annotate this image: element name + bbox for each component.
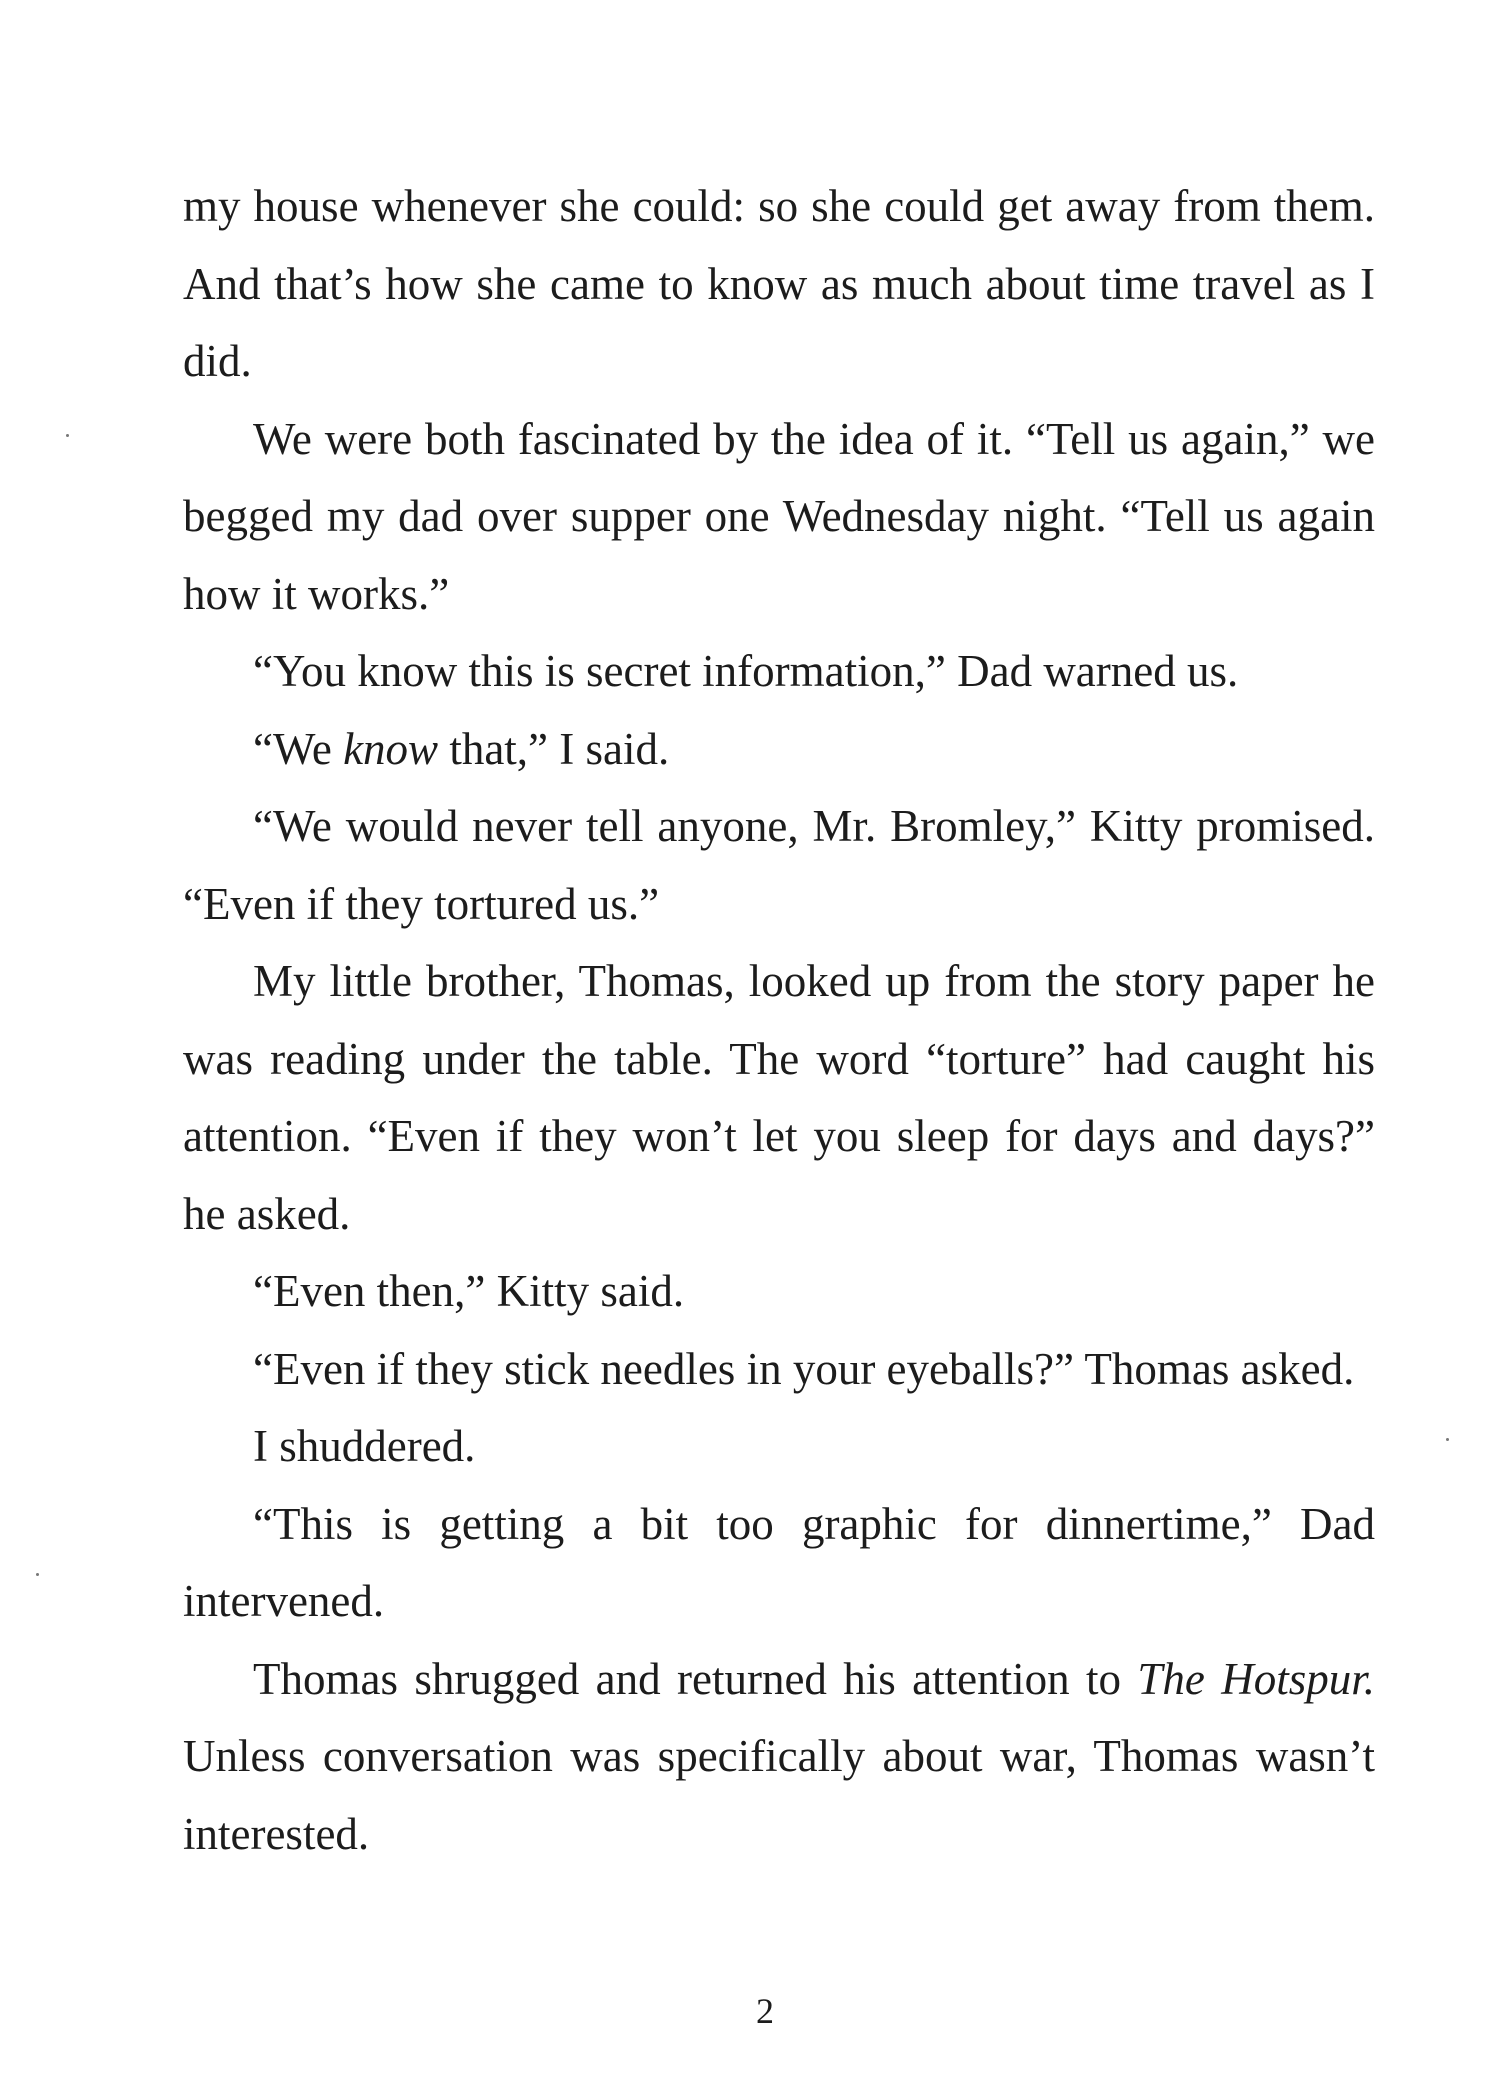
text-segment: I shuddered.: [253, 1421, 476, 1471]
text-segment: “Even then,” Kitty said.: [253, 1266, 685, 1316]
paragraph-4: [183, 711, 1375, 789]
scan-speck: [66, 434, 69, 437]
italic-text-segment: know: [343, 723, 439, 774]
text-segment: Unless conversation was specifically about war, Thomas wasn’t interested.: [183, 1731, 1375, 1859]
paragraph-6: [183, 943, 1375, 1253]
scan-speck: [36, 1573, 39, 1576]
paragraph-7: [183, 1253, 1375, 1331]
paragraph-2: [183, 401, 1375, 634]
text-segment: Thomas shrugged and returned his attention to: [253, 1653, 1138, 1704]
text-segment: my house whenever she could: so she could get away from them. And that’s how she came to know as much about time travel as I did.: [183, 181, 1375, 386]
text-segment: “We: [253, 723, 344, 774]
scan-speck: [1446, 1438, 1449, 1441]
paragraph-8: [183, 1331, 1375, 1409]
text-segment: “We would never tell anyone, Mr. Bromley,” Kitty promised. “Even if they tortured us.”: [183, 801, 1375, 929]
text-segment: “You know this is secret information,” Dad warned us.: [253, 646, 1239, 696]
paragraph-9: [183, 1408, 1375, 1486]
text-segment: “Even if they stick needles in your eyeballs?” Thomas asked.: [253, 1343, 1355, 1394]
paragraph-3: [183, 633, 1375, 711]
paragraph-10: [183, 1486, 1375, 1641]
paragraph-5: [183, 788, 1375, 943]
page-body: [183, 168, 1375, 1873]
text-segment: My little brother, Thomas, looked up from the story paper he was reading under the table. The word “torture” had caught his attention. “Even if they won’t let you sleep for days and days?” he asked.: [183, 956, 1375, 1239]
text-segment: We were both fascinated by the idea of it. “Tell us again,” we begged my dad over supper one Wednesday night. “Tell us again how it works.”: [183, 413, 1375, 619]
paragraph-1: [183, 168, 1375, 401]
page-number: 2: [756, 1991, 774, 2031]
paragraph-11: [183, 1641, 1375, 1874]
italic-text-segment: The Hotspur.: [1137, 1653, 1375, 1704]
text-segment: that,” I said.: [438, 723, 670, 774]
text-segment: “This is getting a bit too graphic for dinnertime,” Dad intervened.: [183, 1498, 1375, 1626]
